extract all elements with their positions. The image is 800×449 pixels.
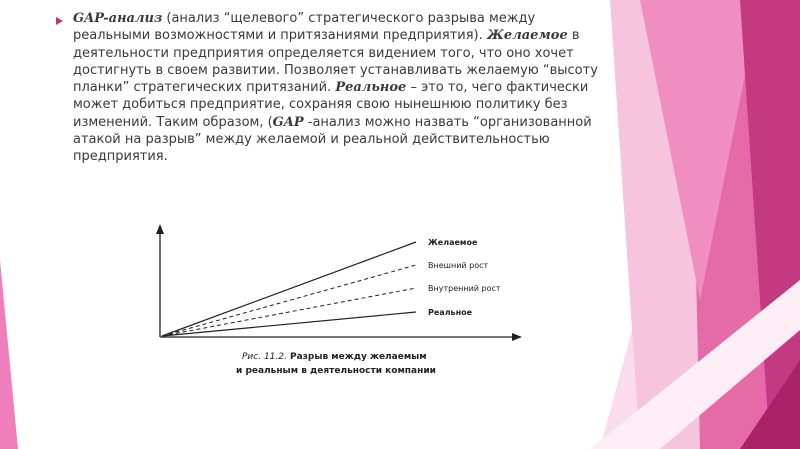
body-paragraph (73, 10, 613, 166)
term-desired: Желаемое (486, 28, 568, 44)
term-real: Реальное (335, 80, 407, 96)
line-internal-growth (162, 288, 416, 336)
y-axis-arrow-icon (156, 224, 164, 234)
label-desired: Желаемое (428, 238, 478, 247)
figure-caption-line-1 (242, 352, 427, 362)
text-segment-3: – это то, чего фактически может добиться предприятие, сохраняя свою нынешнюю политику без изменений. Таким образом, ( (73, 80, 589, 130)
label-external-growth: Внешний рост (428, 261, 489, 270)
line-desired (162, 242, 416, 336)
label-real: Реальное (428, 308, 473, 317)
x-axis-arrow-icon (512, 333, 522, 341)
bullet-arrow-icon (56, 17, 63, 25)
term-gap: GAP (272, 114, 304, 130)
line-external-growth (162, 265, 416, 336)
term-gap-analysis: GAP-анализ (73, 11, 163, 26)
text-segment-1: (анализ “щелевого” стратегического разрыва между реальными возможностями и притязаниями предприятия). (73, 11, 536, 44)
figure-caption-line-2: и реальным в деятельности компании (236, 366, 436, 376)
gap-diagram (150, 222, 530, 382)
line-real (162, 312, 416, 336)
figure-caption-title-1: Разрыв между желаемым (286, 352, 427, 362)
text-segment-4: -анализ можно назвать “организованной атакой на разрыв” между желаемой и реальной действительностью предприятия. (73, 114, 592, 165)
figure-caption-prefix: Рис. 11.2. (242, 352, 287, 362)
deco-left-strip (0, 260, 18, 449)
text-segment-2: в деятельности предприятия определяется видением того, что оно хочет достигнуть в своем развитии. Позволяет устанавливать желаемую “высоту планки” стратегических притязаний. (73, 28, 598, 96)
label-internal-growth: Внутренний рост (428, 284, 501, 293)
